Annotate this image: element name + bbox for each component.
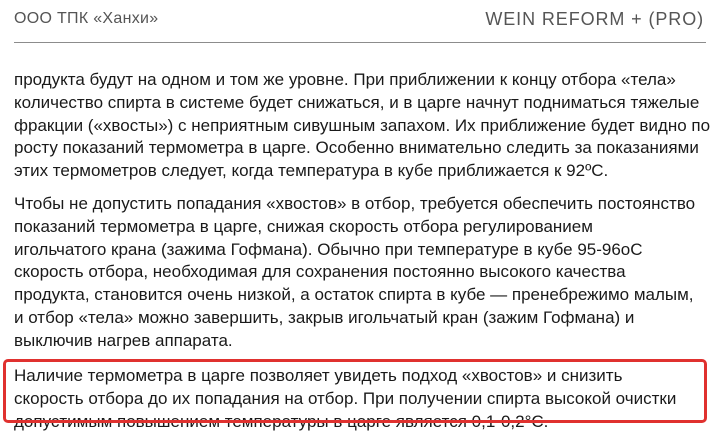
page-header bbox=[14, 0, 706, 43]
company-name: ООО ТПК «Ханхи» bbox=[14, 10, 159, 27]
text-line: показаний термометра в царге, снижая скорость отбора регулированием bbox=[14, 216, 593, 236]
paragraph-2 bbox=[14, 193, 706, 353]
text-line: фракции («хвосты») с неприятным сивушным запахом. Их приближение будет видно по bbox=[14, 115, 711, 135]
text-line: Наличие термометра в царге позволяет увидеть подход «хвостов» и снизить bbox=[14, 366, 623, 385]
text-line: продукта будут на одном и том же уровне. При приближении к концу отбора «тела» bbox=[14, 70, 676, 89]
text-line: и отбор «тела» можно завершить, закрыв игольчатый кран (зажим Гофмана) и bbox=[14, 307, 635, 327]
paragraph-1 bbox=[14, 69, 711, 183]
text-line: выключив нагрев аппарата. bbox=[14, 330, 233, 350]
highlighted-paragraph bbox=[14, 365, 706, 433]
text-line: этих термометров следует, когда температура в кубе приближается к 92ºС. bbox=[14, 161, 609, 181]
text-line: количество спирта в системе будет снижаться, и в царге начнут подниматься тяжелые bbox=[14, 92, 700, 112]
text-line: продукта, становится очень низкой, а остаток спирта в кубе — пренебрежимо малым, bbox=[14, 285, 694, 305]
product-title: WEIN REFORM + (PRO) bbox=[485, 9, 704, 29]
text-line: росту показаний термометра в царге. Особенно внимательно следить за показаниями bbox=[14, 138, 699, 158]
text-line: Чтобы не допустить попадания «хвостов» в отбор, требуется обеспечить постоянство bbox=[14, 194, 696, 213]
text-line: скорость отбора, необходимая для сохранения постоянно высокого качества bbox=[14, 262, 626, 282]
text-line: допустимым повышением температуры в царге является 0,1-0,2°С. bbox=[14, 411, 549, 431]
text-line: скорость отбора до их попадания на отбор. При получении спирта высокой очистки bbox=[14, 388, 677, 408]
text-line: игольчатого крана (зажима Гофмана). Обычно при температуре в кубе 95-96оС bbox=[14, 239, 643, 259]
